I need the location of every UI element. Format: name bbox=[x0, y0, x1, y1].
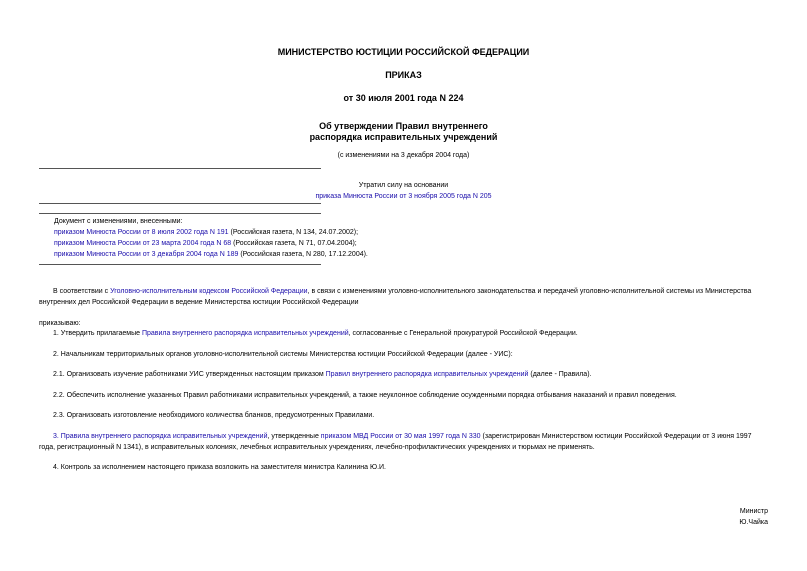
rules-link[interactable]: Правила внутреннего распорядка исправительных учреждений bbox=[141, 330, 349, 337]
paragraph-2-1: 2.1. Организовать изучение работниками УИС утвержденных настоящим приказом Правил внутреннего распорядка исправительных учреждений (далее - Правила). bbox=[53, 371, 592, 378]
amendment-link[interactable]: приказом Минюста России от 8 июля 2002 года N 191 bbox=[54, 229, 229, 236]
divider bbox=[39, 168, 321, 169]
document-changes-list bbox=[54, 216, 368, 260]
title-line-1: Об утверждении Правил внутреннего bbox=[319, 121, 488, 131]
paragraph-4: 4. Контроль за исполнением настоящего приказа возложить на заместителя министра Калинина Ю.И. bbox=[53, 464, 387, 471]
list-item: приказом Минюста России от 3 декабря 2004 года N 189 (Российская газета, N 280, 17.12.2004). bbox=[54, 251, 368, 258]
signatory-name: Ю.Чайка bbox=[739, 519, 768, 526]
document-title bbox=[0, 121, 807, 143]
lost-force-block bbox=[0, 180, 807, 202]
paragraph-1: 1. Утвердить прилагаемые Правила внутреннего распорядка исправительных учреждений, согласованные с Генеральной прокуратурой Российской Федерации. bbox=[53, 330, 578, 337]
rules-link[interactable]: Правил внутреннего распорядка исправительных учреждений bbox=[325, 371, 529, 378]
order-verb: приказываю: bbox=[39, 320, 81, 327]
order-date: от 30 июля 2001 года N 224 bbox=[343, 93, 464, 103]
title-line-2: распорядка исправительных учреждений bbox=[309, 132, 498, 142]
divider bbox=[39, 264, 321, 265]
rules-link[interactable]: Правила внутреннего распорядка исправительных учреждений bbox=[60, 433, 268, 440]
signatory-position: Министр bbox=[739, 508, 768, 515]
paragraph-3: 3. Правила внутреннего распорядка исправительных учреждений, утвержденные приказом МВД России от 30 мая 1997 года N 330 (зарегистрирован Министерством юстиции Российской Федерации от 3 июня 1997 года, регистрационный N 1341), в исправительных колониях, лечебных исправительных учреждениях, лечебно-профилактических учреждениях и тюрьмах не применять. bbox=[39, 433, 752, 451]
amendment-link[interactable]: приказом Минюста России от 3 декабря 2004 года N 189 bbox=[54, 251, 239, 258]
paragraph-2: 2. Начальникам территориальных органов уголовно-исполнительной системы Министерства юстиции Российской Федерации (далее - УИС): bbox=[53, 351, 513, 358]
divider bbox=[39, 203, 321, 204]
list-item: приказом Минюста России от 8 июля 2002 года N 191 (Российская газета, N 134, 24.07.2002); bbox=[54, 229, 359, 236]
lost-force-text: Утратил силу на основании bbox=[358, 182, 449, 189]
preamble-paragraph: В соответствии с Уголовно-исполнительным кодексом Российской Федерации, в связи с изменениями уголовно-исполнительного законодательства и передачей уголовно-исполнительной системы из Министерства внутренних дел Российской Федерации в ведение Министерства юстиции Российской Федерации bbox=[39, 288, 752, 306]
changes-intro: Документ с изменениями, внесенными: bbox=[54, 218, 183, 225]
penal-code-link[interactable]: Уголовно-исполнительным кодексом Российской Федерации bbox=[110, 288, 308, 295]
amendment-link[interactable]: приказом Минюста России от 23 марта 2004 года N 68 bbox=[54, 240, 232, 247]
signature-block bbox=[739, 506, 768, 528]
changes-note: (с изменениями на 3 декабря 2004 года) bbox=[337, 152, 470, 159]
divider bbox=[39, 213, 321, 214]
mvd-order-link[interactable]: приказом МВД России от 30 мая 1997 года N 330 bbox=[320, 433, 481, 440]
paragraph-2-2: 2.2. Обеспечить исполнение указанных Правил работниками исправительных учреждений, а также неуклонное соблюдение осужденными порядка отбывания наказаний и правил поведения. bbox=[53, 392, 677, 399]
paragraph-2-3: 2.3. Организовать изготовление необходимого количества бланков, предусмотренных Правилами. bbox=[53, 412, 375, 419]
ministry-heading: МИНИСТЕРСТВО ЮСТИЦИИ РОССИЙСКОЙ ФЕДЕРАЦИИ bbox=[277, 47, 530, 57]
lost-force-link[interactable]: приказа Минюста России от 3 ноября 2005 года N 205 bbox=[315, 193, 492, 200]
order-heading: ПРИКАЗ bbox=[385, 70, 422, 80]
list-item: приказом Минюста России от 23 марта 2004 года N 68 (Российская газета, N 71, 07.04.2004); bbox=[54, 240, 357, 247]
